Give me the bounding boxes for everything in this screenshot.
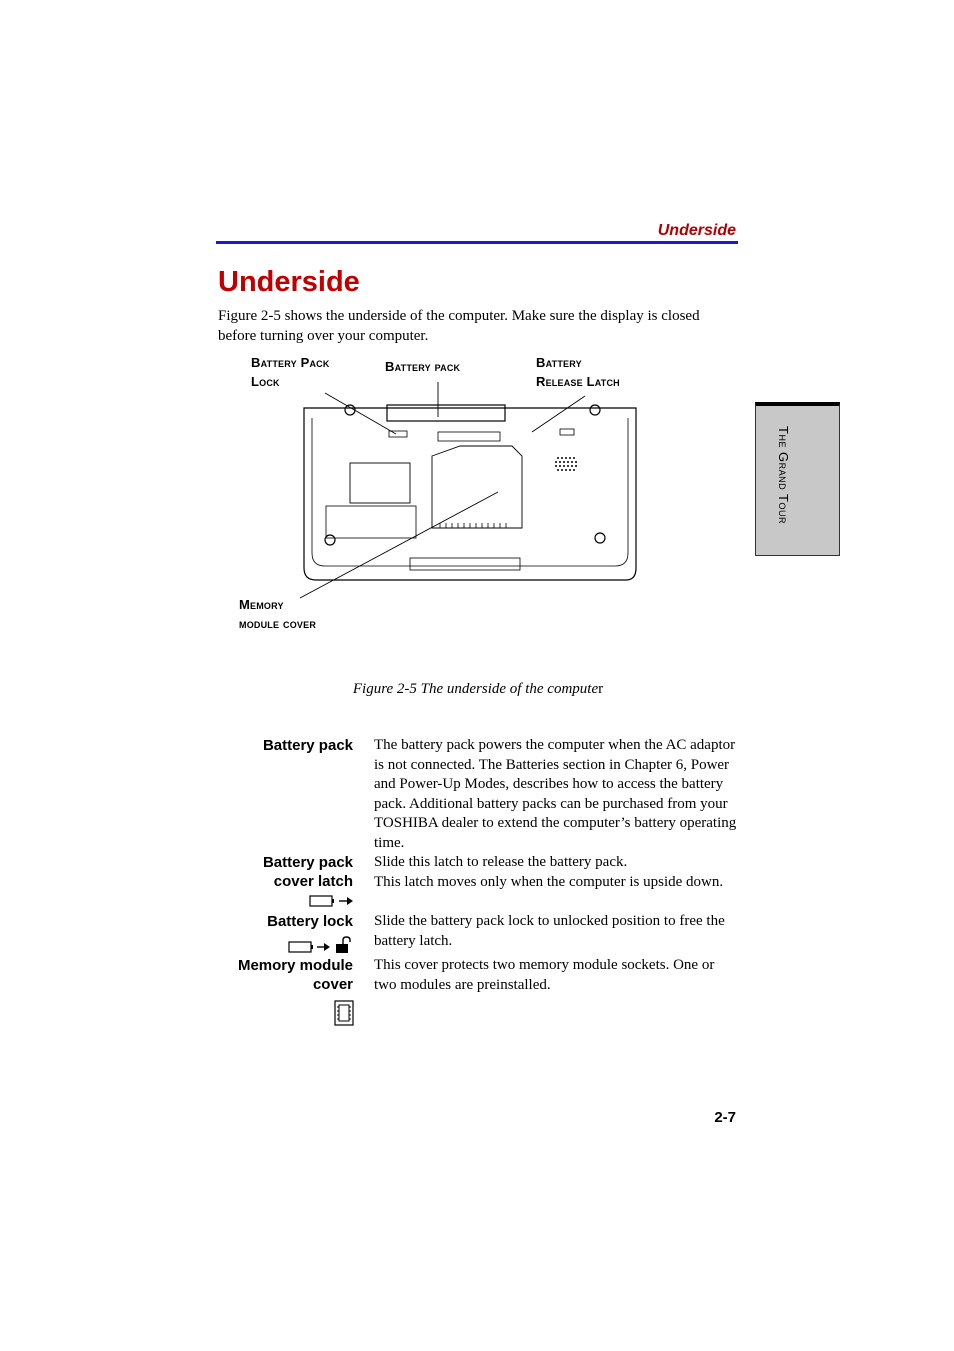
callout-battery-release-latch xyxy=(536,353,620,391)
desc-memory-module-cover: This cover protects two memory module sockets. One or two modules are preinstalled. xyxy=(374,957,715,993)
battery-unlock-icon xyxy=(288,936,354,954)
memory-module-cover-outline xyxy=(432,446,522,528)
callout-battery-pack-lock-line2: Lock xyxy=(251,374,280,389)
page-title: Underside xyxy=(218,266,360,298)
term-battery-lock: Battery lock xyxy=(267,913,353,930)
term-battery-pack: Battery pack xyxy=(262,737,353,754)
desc-battery-lock: Slide the battery pack lock to unlocked position to free the battery latch. xyxy=(374,913,725,949)
term-memory-module-cover-line2: cover xyxy=(312,976,353,993)
foot-bottom-left xyxy=(325,535,335,545)
port-strip xyxy=(410,558,520,570)
speaker-grille xyxy=(555,457,577,471)
running-header: Underside xyxy=(657,222,736,239)
rating-label xyxy=(350,463,410,503)
desc-battery-pack-cover-latch-line1: Slide this latch to release the battery pack. xyxy=(374,854,628,870)
chapter-side-tab-label: The Grand Tour xyxy=(776,426,791,524)
battery-label-plate xyxy=(438,432,500,441)
callout-battery-pack-lock xyxy=(251,353,330,391)
laptop-inner-outline xyxy=(312,418,628,566)
callout-memory-module-cover-line2: module cover xyxy=(239,616,317,631)
callout-battery-release-latch-line1: Battery xyxy=(536,355,582,370)
battery-pack-outline xyxy=(387,405,505,421)
battery-lock-switch xyxy=(389,431,407,437)
callout-battery-release-latch-line2: Release Latch xyxy=(536,374,620,389)
desc-battery-pack-cover-latch-line2: This latch moves only when the computer is upside down. xyxy=(374,873,724,890)
term-battery-pack-cover-latch-line2: cover latch xyxy=(273,873,353,890)
foot-top-left xyxy=(345,405,355,415)
callout-memory-module-cover-line1: Memory xyxy=(239,597,284,612)
intro-paragraph: Figure 2-5 shows the underside of the computer. Make sure the display is closed before turning over your computer. xyxy=(218,308,700,344)
battery-release-arrow-icon xyxy=(309,894,354,908)
callout-memory-module-cover xyxy=(239,595,316,633)
header-rule xyxy=(216,241,738,244)
figure-caption-main: Figure 2-5 The underside of the compute xyxy=(352,681,599,697)
memory-chip-icon xyxy=(334,1000,354,1026)
battery-release-switch xyxy=(560,429,574,435)
term-battery-pack-cover-latch xyxy=(200,853,353,891)
term-memory-module-cover-line1: Memory module xyxy=(237,957,353,974)
foot-top-right xyxy=(590,405,600,415)
term-battery-pack-cover-latch-line1: Battery pack xyxy=(262,854,353,871)
figure-caption xyxy=(218,681,738,698)
desc-battery-pack-cover-latch xyxy=(374,853,738,892)
chapter-side-tab xyxy=(755,402,840,556)
laptop-outline xyxy=(304,408,636,580)
callout-battery-pack: Battery pack xyxy=(385,359,461,374)
desc-battery-pack: The battery pack powers the computer when the AC adaptor is not connected. The Batteries section in Chapter 6, Power and Power-Up Modes, describes how to access the battery pack. Additional battery packs can be purchased from your TOSHIBA dealer to extend the computer’s battery operating time. xyxy=(374,737,737,851)
foot-bottom-right xyxy=(595,533,605,543)
page-number: 2-7 xyxy=(714,1109,736,1126)
term-memory-module-cover xyxy=(200,956,353,994)
laptop-underside-diagram xyxy=(290,388,650,598)
hdd-cover-outline xyxy=(326,506,416,538)
vent-slots xyxy=(440,523,506,528)
figure-caption-end: r xyxy=(598,681,604,697)
callout-battery-pack-lock-line1: Battery Pack xyxy=(251,355,330,370)
